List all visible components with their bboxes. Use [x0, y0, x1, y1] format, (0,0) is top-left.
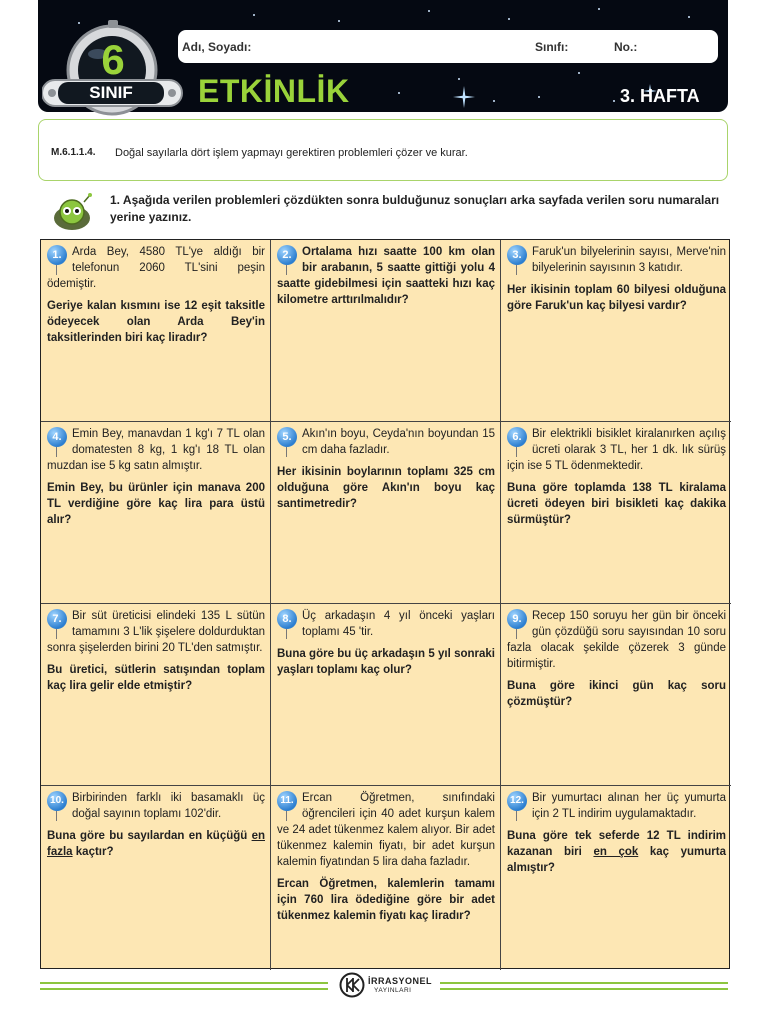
publisher-subtitle: YAYINLARI [374, 987, 412, 994]
page-title: ETKİNLİK [198, 73, 350, 109]
balloon-icon [507, 427, 529, 457]
problem-cell-1 [41, 240, 271, 422]
name-label: Adı, Soyadı: [182, 40, 252, 54]
grade-number: 6 [101, 36, 125, 83]
problem-text: Bir süt üreticisi elindeki 135 L sütün tamamını 3 L'lik şişelere doldurduktan sonra şişelerden birini 20 TL'den satmıştır. [47, 610, 265, 654]
problem-text: Ercan Öğretmen, sınıfındaki öğrencileri için 40 adet kurşun kalem ve 24 adet tükenmez kalem alıyor. Bir adet tükenmez kalemin fiyatı, bir adet kurşun kalemin fiyatından 5 lira daha fazladır. [277, 792, 495, 868]
problem-cell-3 [501, 240, 731, 422]
problem-cell-11 [271, 786, 501, 970]
balloon-icon [47, 427, 69, 457]
problem-text: Bir yumurtacı alınan her üç yumurta için 2 TL indirim uygulamaktadır. [532, 792, 726, 820]
problem-cell-10 [41, 786, 271, 970]
question-part: Buna göre bu sayılardan en küçüğü [47, 830, 252, 842]
question-part: kaç yumurta almıştır? [507, 846, 727, 874]
problem-cell-2 [271, 240, 501, 422]
outcome-code: M.6.1.1.4. [51, 147, 96, 158]
robot-mascot-icon [50, 192, 96, 232]
problem-text: Recep 150 soruyu her gün bir önceki gün çözdüğü soru sayısından 10 soru fazla olacak şekilde çözerek 3 günde bitirmiştir. [507, 610, 726, 670]
problem-question: Ortalama hızı saatte 100 km olan bir arabanın, 5 saatte gittiği yolu 4 saatte gidebilmesi için saatteki hızı kaç kilometre arttırılmalıdır? [277, 246, 495, 306]
learning-outcome-box [38, 119, 728, 181]
balloon-icon [47, 245, 69, 275]
publisher-logo-icon [339, 972, 365, 998]
problem-text: Birbirinden farklı iki basamaklı üç doğal sayının toplamı 102'dir. [72, 792, 265, 820]
problem-text: Faruk'un bilyelerinin sayısı, Merve'nin bilyelerinin sayısının 3 katıdır. [532, 246, 726, 274]
problem-question: Buna göre toplamda 138 TL kiralama ücreti ödeyen biri bisikleti kaç dakika sürmüştür? [507, 482, 726, 526]
balloon-icon [277, 245, 299, 275]
problem-text: Üç arkadaşın 4 yıl önceki yaşları toplamı 45 'tir. [302, 610, 495, 638]
problem-cell-5 [271, 422, 501, 604]
problem-number: 8. [277, 609, 297, 629]
grade-badge [42, 18, 192, 116]
balloon-icon [507, 609, 529, 639]
number-label: No.: [614, 40, 638, 54]
balloon-icon [47, 791, 69, 821]
problem-question: Ercan Öğretmen, kalemlerin tamamı için 760 lira ödediğine göre bir adet tükenmez kalemin fiyatı kaç liradır? [277, 878, 495, 922]
problem-cell-6 [501, 422, 731, 604]
problem-text: Akın'ın boyu, Ceyda'nın boyundan 15 cm daha fazladır. [302, 428, 495, 456]
problem-cell-7 [41, 604, 271, 786]
problem-text: Arda Bey, 4580 TL'ye aldığı bir telefonun 2060 TL'sini peşin ödemiştir. [47, 246, 265, 290]
balloon-icon [507, 245, 529, 275]
problem-number: 2. [277, 245, 297, 265]
balloon-icon [47, 609, 69, 639]
footer-divider-left [40, 988, 328, 990]
problem-number: 9. [507, 609, 527, 629]
problem-number: 10. [47, 791, 67, 811]
problem-question: Buna göre ikinci gün kaç soru çözmüştür? [507, 680, 726, 708]
problem-number: 3. [507, 245, 527, 265]
publisher-name: İRRASYONEL [368, 976, 433, 986]
problem-cell-4 [41, 422, 271, 604]
grade-label: SINIF [89, 83, 133, 102]
problem-question: Her ikisinin toplam 60 bilyesi olduğuna göre Faruk'un kaç bilyesi vardır? [507, 284, 726, 312]
problem-number: 7. [47, 609, 67, 629]
problem-question [507, 828, 726, 876]
problem-number: 4. [47, 427, 67, 447]
problem-text: Bir elektrikli bisiklet kiralanırken açılış ücreti olarak 3 TL, her 1 dk. lık sürüş için ise 5 TL ödenmektedir. [507, 428, 726, 472]
problem-question: Geriye kalan kısmını ise 12 eşit taksitle ödeyecek olan Arda Bey'in taksitlerinden biri kaç liradır? [47, 300, 265, 344]
problem-number: 12. [507, 791, 527, 811]
problem-text: Emin Bey, manavdan 1 kg'ı 7 TL olan domatesten 8 kg, 1 kg'ı 18 TL olan muzdan ise 5 kg satın almıştır. [47, 428, 265, 472]
problem-cell-12 [501, 786, 731, 970]
outcome-text: Doğal sayılarla dört işlem yapmayı gerektiren problemleri çözer ve kurar. [115, 147, 468, 159]
problem-question: Bu üretici, sütlerin satışından toplam kaç lira gelir elde etmiştir? [47, 664, 265, 692]
question-emphasis: en fazla [47, 830, 265, 858]
problem-number: 5. [277, 427, 297, 447]
problem-number: 11. [277, 791, 297, 811]
balloon-icon [277, 427, 299, 457]
problem-number: 6. [507, 427, 527, 447]
problem-cell-8 [271, 604, 501, 786]
footer-divider-right [440, 982, 728, 984]
problem-cell-9 [501, 604, 731, 786]
balloon-icon [507, 791, 529, 821]
sparkle-icon [453, 86, 475, 108]
instruction-text: 1. Aşağıda verilen problemleri çözdükten sonra bulduğunuz sonuçları arka sayfada verilen soru numaraları yerine yazınız. [110, 193, 720, 224]
problem-question [47, 828, 265, 860]
question-part: Buna göre tek seferde 12 TL indirim kazanan biri [507, 830, 726, 858]
question-emphasis: en çok [593, 846, 639, 858]
balloon-icon [277, 791, 299, 821]
balloon-icon [277, 609, 299, 639]
problem-number: 1. [47, 245, 67, 265]
problems-grid [40, 239, 730, 969]
footer-divider-right [440, 988, 728, 990]
question-part: kaçtır? [72, 846, 114, 858]
problem-question: Buna göre bu üç arkadaşın 5 yıl sonraki yaşları toplamı kaç olur? [277, 648, 495, 676]
problem-question: Her ikisinin boylarının toplamı 325 cm olduğuna göre Akın'ın boyu kaç santimetredir? [277, 466, 495, 510]
week-label: 3. HAFTA [620, 86, 700, 106]
problem-question: Emin Bey, bu ürünler için manava 200 TL verdiğine göre kaç lira para üstü alır? [47, 482, 265, 526]
footer-divider-left [40, 982, 328, 984]
class-label: Sınıfı: [535, 40, 569, 54]
